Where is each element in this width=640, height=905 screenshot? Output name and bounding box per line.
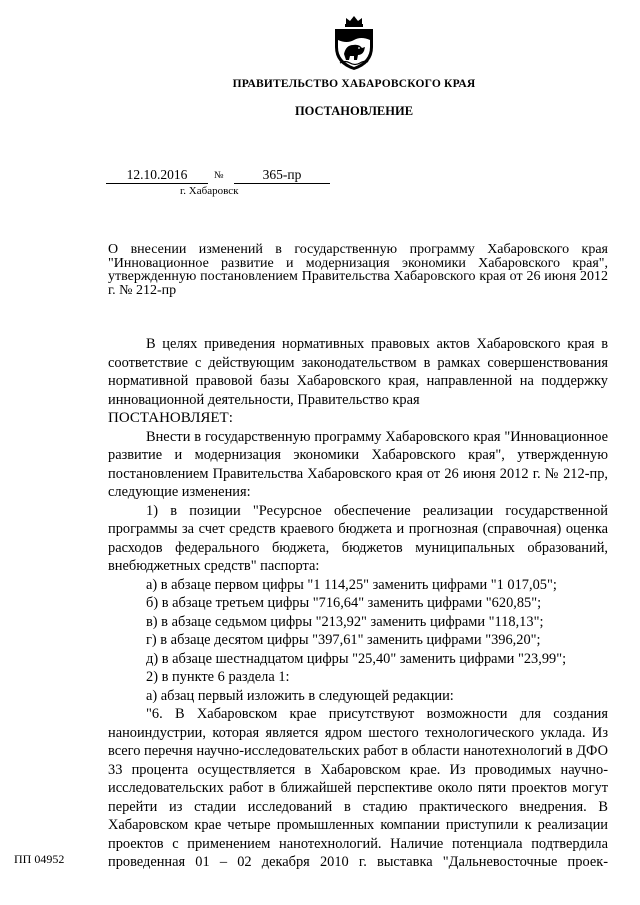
document-body (108, 335, 608, 872)
government-title: ПРАВИТЕЛЬСТВО ХАБАРОВСКОГО КРАЯ (232, 78, 476, 90)
number-sign: № (214, 170, 224, 181)
paragraph: Внести в государственную программу Хабаровского края "Инновационное развитие и модернизация экономики Хабаровского края", утвержденную постановлением Правительства Хабаровского края от 26 июня 2012 г. № 212-пр, следующие изменения: (108, 428, 608, 500)
document-subject: О внесении изменений в государственную программу Хабаровского края "Инновационное развитие и модернизация экономики Хабаровского края", утвержденную постановлением Правительства Хабаровского края от 26 июня 2012 г. № 212-пр (108, 242, 608, 298)
paragraph: "6. В Хабаровском крае присутствуют возможности для создания наноиндустрии, которая является ядром шестого технологического уклада. Из всего перечня научно-исследовательских работ в области нанотехнологий в ДФО 33 процента осуществляется в Хабаровском крае. Из проводимых научно-исследовательских работ в ближайшей перспективе около пяти проектов могут перейти из стадии исследований в стадию практического внедрения. В Хабаровском крае четыре промышленных компании приступили к реализации проектов с применением нанотехнологий. Наличие потенциала подтвердила проведенная 01 – 02 декабря 2010 г. выставка "Дальневосточные проек- (108, 706, 608, 870)
decree-word: ПОСТАНОВЛЯЕТ: (108, 410, 233, 426)
list-item: 2) в пункте 6 раздела 1: (146, 669, 290, 685)
list-item: а) в абзаце первом цифры "1 114,25" заменить цифрами "1 017,05"; (146, 576, 557, 593)
list-item: а) абзац первый изложить в следующей редакции: (146, 687, 454, 704)
document-type: ПОСТАНОВЛЕНИЕ (294, 104, 414, 118)
date-number-line (106, 167, 346, 185)
footer-code: ПП 04952 (14, 852, 65, 866)
paragraph: В целях приведения нормативных правовых актов Хабаровского края в соответствие с действующим законодательством в рамках совершенствования нормативной правовой базы Хабаровского края, направленной на поддержку инновационной деятельности, Правительство края (108, 336, 608, 408)
list-item: д) в абзаце шестнадцатом цифры "25,40" заменить цифрами "23,99"; (146, 650, 567, 667)
document-date: 12.10.2016 (106, 167, 208, 184)
coat-of-arms-icon (331, 14, 377, 72)
list-item: г) в абзаце десятом цифры "397,61" заменить цифрами "396,20"; (146, 632, 541, 648)
list-item: б) в абзаце третьем цифры "716,64" заменить цифрами "620,85"; (146, 595, 542, 611)
city: г. Хабаровск (180, 185, 239, 197)
document-number: 365-пр (234, 167, 330, 184)
paragraph: 1) в позиции "Ресурсное обеспечение реализации государственной программы за счет средств краевого бюджета и прогнозная (справочная) оценка расходов федерального бюджета, бюджетов муниципальных образований, внебюджетных средств" паспорта: (108, 502, 608, 574)
list-item: в) в абзаце седьмом цифры "213,92" заменить цифрами "118,13"; (146, 613, 544, 630)
